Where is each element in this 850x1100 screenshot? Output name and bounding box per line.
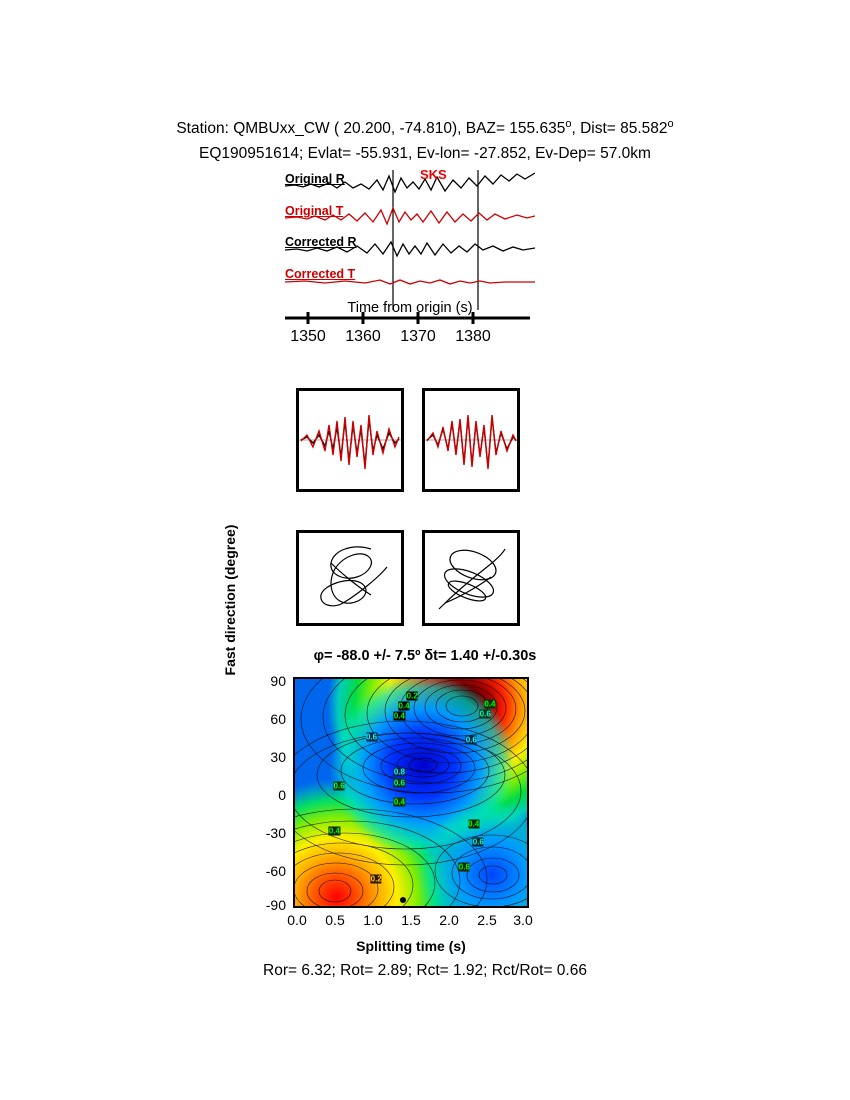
time-axis-title: Time from origin (s) — [347, 300, 473, 316]
contour-label-13: 0.6 — [472, 837, 484, 847]
sks-phase-label: SKS — [420, 167, 447, 182]
waveform-panel — [285, 167, 535, 310]
time-axis-svg — [270, 312, 550, 328]
x-tick-0: 0.0 — [287, 912, 307, 928]
contour-label-1: 0.4 — [398, 701, 410, 711]
station-info-pre: Station: QMBUxx_CW ( 20.200, -74.810), BAZ= 155.635 — [176, 120, 566, 138]
figure-header — [0, 112, 850, 166]
contour-label-8: 0.6 — [393, 778, 405, 788]
trace-label-original-t: Original T — [285, 204, 344, 218]
degree-symbol-dist: o — [667, 118, 674, 130]
contour-label-3: 0.4 — [484, 699, 496, 709]
quality-metrics-line: Ror= 6.32; Rot= 2.89; Rct= 1.92; Rct/Rot= 0.66 — [263, 962, 587, 979]
uncorrected-particle-motion-svg — [299, 533, 401, 623]
corrected-particle-motion-box — [422, 530, 520, 626]
corrected-particle-motion-svg — [425, 533, 517, 623]
uncorrected-waveform-svg — [299, 391, 401, 489]
contour-label-15: 0.2 — [370, 874, 382, 884]
x-tick-2: 1.0 — [363, 912, 383, 928]
contour-label-6: 0.6 — [465, 735, 477, 745]
x-tick-6: 3.0 — [513, 912, 533, 928]
time-tick-3: 1380 — [455, 328, 491, 345]
corrected-waveform-box — [422, 388, 520, 492]
uncorrected-waveform-box — [296, 388, 404, 492]
trace-label-corrected-r: Corrected R — [285, 235, 357, 249]
contour-label-0: 0.2 — [406, 691, 418, 701]
y-tick-4: -30 — [265, 825, 286, 841]
y-tick-2: 30 — [270, 749, 286, 765]
contour-title: φ= -88.0 +/- 7.5º δt= 1.40 +/-0.30s — [313, 648, 537, 664]
time-tick-0: 1350 — [290, 328, 326, 345]
contour-x-axis-label: Splitting time (s) — [356, 938, 466, 954]
x-tick-1: 0.5 — [325, 912, 345, 928]
contour-label-7: 0.8 — [393, 767, 405, 777]
x-tick-3: 1.5 — [401, 912, 421, 928]
corrected-waveform-svg — [425, 391, 517, 489]
degree-symbol-baz: o — [565, 118, 572, 130]
contour-svg — [295, 679, 527, 906]
contour-y-ticks — [238, 673, 286, 913]
contour-label-12: 0.4 — [468, 819, 480, 829]
contour-label-10: 0.4 — [393, 797, 405, 807]
contour-label-4: 0.6 — [479, 709, 491, 719]
y-tick-5: -60 — [265, 863, 286, 879]
time-tick-2: 1370 — [400, 328, 436, 345]
event-info-line: EQ190951614; Evlat= -55.931, Ev-lon= -27.852, Ev-Dep= 57.0km — [199, 145, 651, 163]
trace-label-original-r: Original R — [285, 172, 345, 186]
contour-label-9: 0.6 — [333, 781, 345, 791]
uncorrected-particle-motion-box — [296, 530, 404, 626]
y-tick-3: 0 — [278, 787, 286, 803]
contour-label-5: 0.6 — [365, 732, 378, 742]
x-tick-5: 2.5 — [477, 912, 497, 928]
trace-label-corrected-t: Corrected T — [285, 267, 356, 281]
contour-label-2: 0.4 — [393, 711, 405, 721]
y-tick-6: -90 — [265, 897, 286, 913]
time-tick-1: 1360 — [345, 328, 381, 345]
station-info-line — [0, 112, 850, 141]
error-surface-contour-plot[interactable] — [293, 677, 529, 908]
y-tick-0: 90 — [270, 673, 286, 689]
x-tick-4: 2.0 — [439, 912, 459, 928]
y-tick-1: 60 — [270, 711, 286, 727]
contour-label-11: 0.4 — [328, 826, 340, 836]
station-info-post: , Dist= 85.582 — [571, 120, 668, 138]
contour-label-14: 0.6 — [458, 862, 470, 872]
contour-x-ticks — [287, 912, 533, 934]
contour-y-axis-label: Fast direction (degree) — [222, 524, 238, 676]
